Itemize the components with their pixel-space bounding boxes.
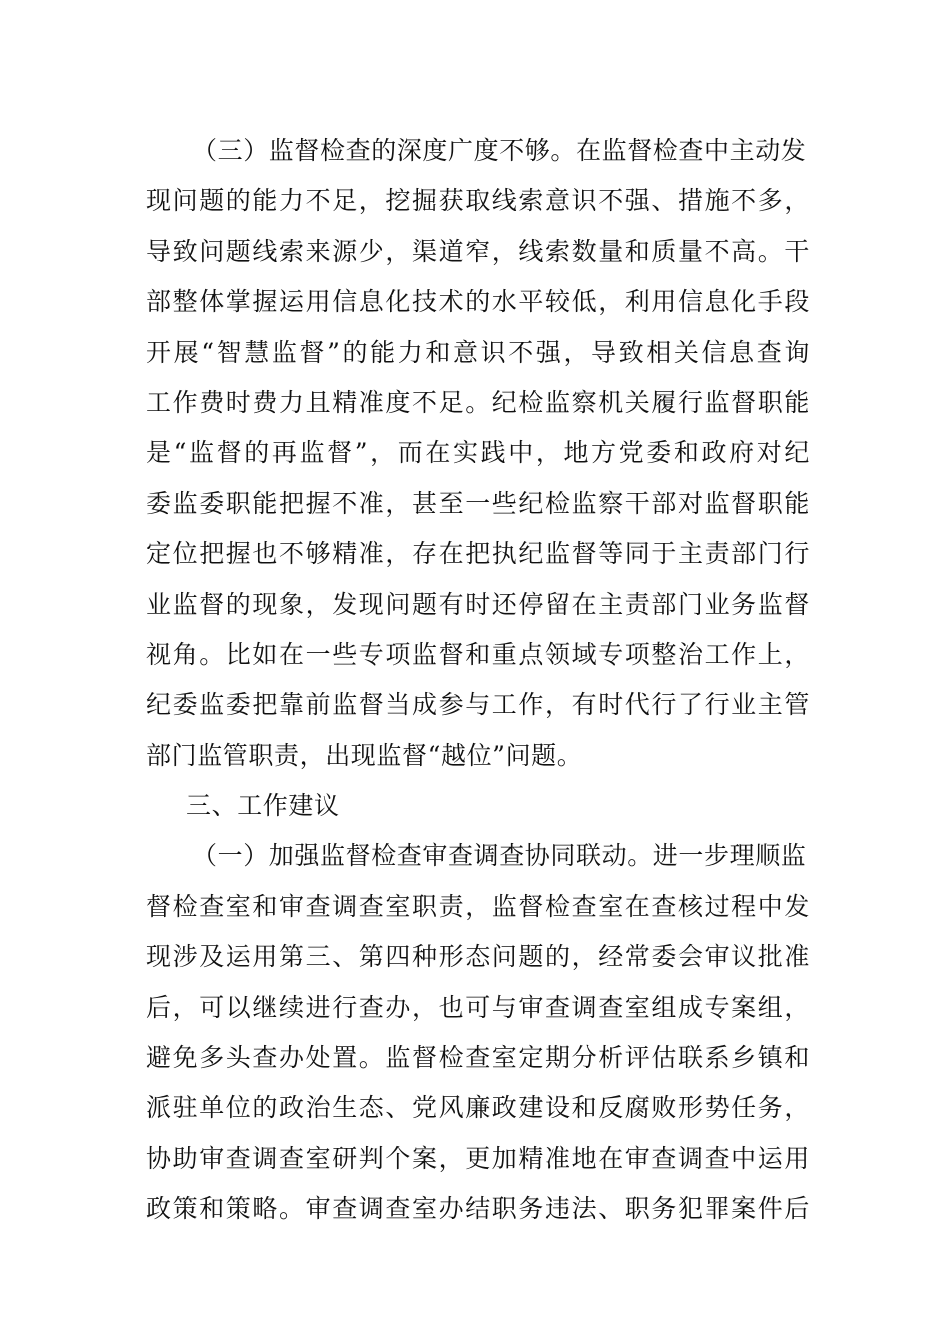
paragraph-line: 定位把握也不够精准，存在把执纪监督等同于主责部门行 <box>146 539 810 569</box>
paragraph-line: 部门监管职责，出现监督“越位”问题。 <box>146 740 583 770</box>
paragraph-line: 部整体掌握运用信息化技术的水平较低，利用信息化手段 <box>146 287 810 317</box>
paragraph-line: 工作费时费力且精准度不足。纪检监察机关履行监督职能 <box>146 387 810 417</box>
paragraph-line: 纪委监委把靠前监督当成参与工作，有时代行了行业主管 <box>146 690 810 720</box>
paragraph-line: 政策和策略。审查调查室办结职务违法、职务犯罪案件后 <box>146 1194 810 1224</box>
paragraph-line: 避免多头查办处置。监督检查室定期分析评估联系乡镇和 <box>146 1043 810 1073</box>
document-body <box>146 126 810 1235</box>
paragraph-line: 派驻单位的政治生态、党风廉政建设和反腐败形势任务， <box>146 1093 810 1123</box>
paragraph-line: 委监委职能把握不准，甚至一些纪检监察干部对监督职能 <box>146 488 810 518</box>
paragraph-line: 现涉及运用第三、第四种形态问题的，经常委会审议批准 <box>146 942 810 972</box>
paragraph-line: 业监督的现象，发现问题有时还停留在主责部门业务监督 <box>146 589 810 619</box>
paragraph-line: 是“监督的再监督”，而在实践中，地方党委和政府对纪 <box>146 438 810 468</box>
paragraph-line: 协助审查调查室研判个案，更加精准地在审查调查中运用 <box>146 1143 810 1173</box>
section-heading: 三、工作建议 <box>186 791 340 821</box>
paragraph-line: 现问题的能力不足，挖掘获取线索意识不强、措施不多， <box>146 186 810 216</box>
paragraph-line: 开展“智慧监督”的能力和意识不强，导致相关信息查询 <box>146 337 810 367</box>
paragraph-line: （三）监督检查的深度广度不够。在监督检查中主动发 <box>192 136 807 165</box>
paragraph-line: （一）加强监督检查审查调查协同联动。进一步理顺监 <box>192 841 807 871</box>
paragraph-line: 视角。比如在一些专项监督和重点领域专项整治工作上， <box>146 639 810 669</box>
paragraph-line: 导致问题线索来源少，渠道窄，线索数量和质量不高。干 <box>146 236 810 266</box>
paragraph-line: 督检查室和审查调查室职责，监督检查室在查核过程中发 <box>146 891 810 921</box>
paragraph-line: 后，可以继续进行查办，也可与审查调查室组成专案组， <box>146 992 810 1022</box>
